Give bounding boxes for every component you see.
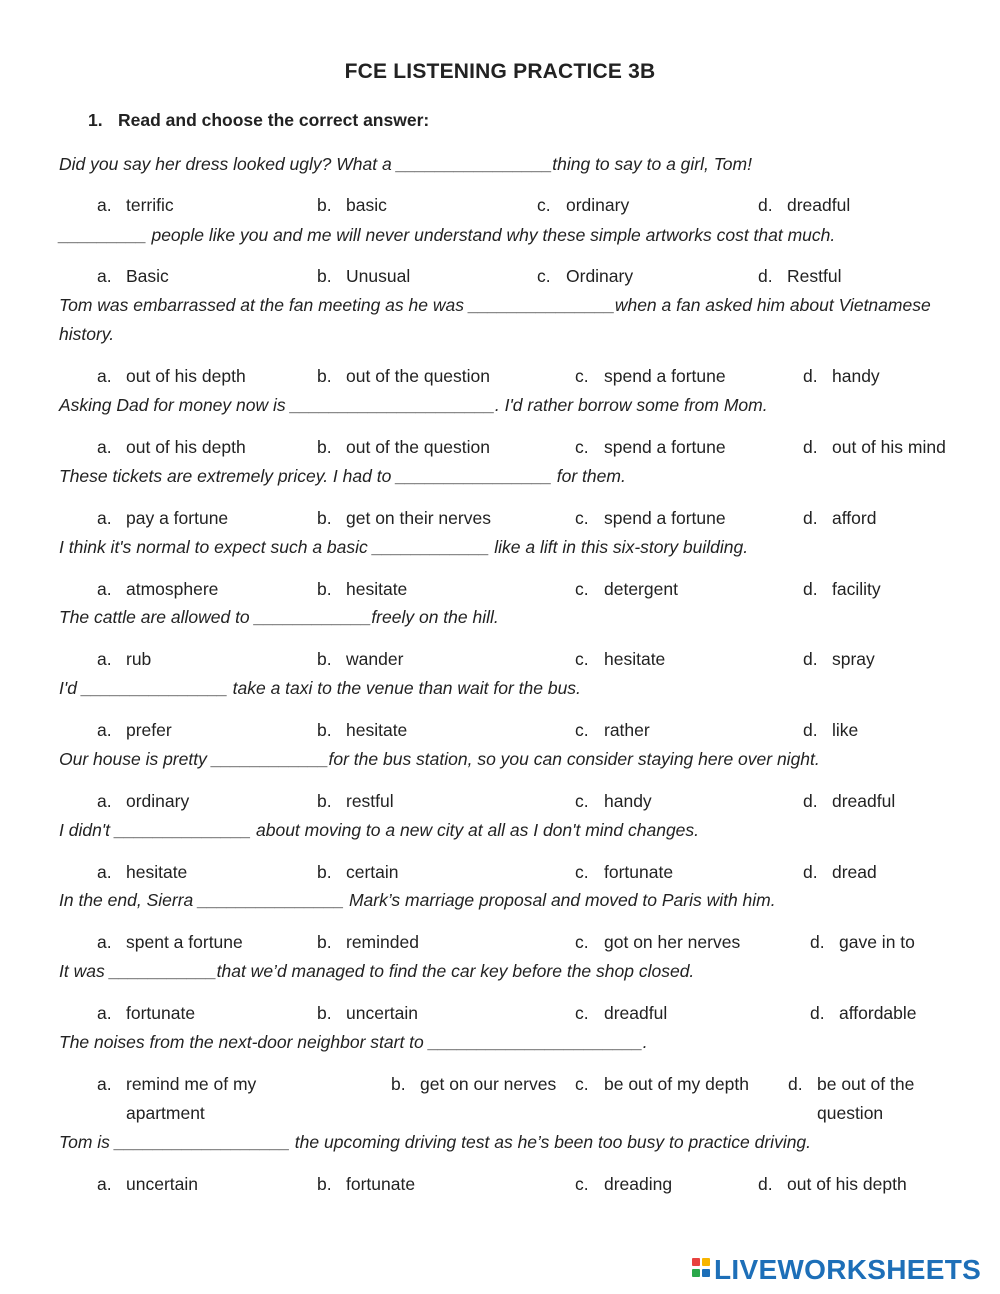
- option-letter: b.: [317, 195, 332, 215]
- option-text: Basic: [126, 266, 169, 286]
- option-text: fortunate: [346, 1174, 416, 1194]
- option-letter: a.: [97, 1003, 112, 1023]
- option-text: atmosphere: [126, 579, 219, 599]
- option-text: spend a fortune: [604, 508, 726, 528]
- option-letter: b.: [317, 932, 332, 952]
- option-letter: d.: [803, 508, 818, 528]
- option-letter: d.: [803, 862, 818, 882]
- instruction-number: 1.: [88, 110, 103, 130]
- question-text: These tickets are extremely pricey. I had to ________________ for them.: [59, 466, 626, 486]
- option-text: detergent: [604, 579, 678, 599]
- option-letter: a.: [97, 508, 112, 528]
- option-letter: b.: [317, 1174, 332, 1194]
- option-letter: c.: [575, 932, 589, 952]
- option-text: out of the question: [346, 366, 490, 386]
- option-text: spend a fortune: [604, 437, 726, 457]
- option-letter: d.: [803, 720, 818, 740]
- option-text: spray: [832, 649, 875, 669]
- option-letter: a.: [97, 862, 112, 882]
- option-letter: c.: [575, 1174, 589, 1194]
- option-text: handy: [604, 791, 652, 811]
- option-letter: a.: [97, 1074, 112, 1094]
- option-letter: c.: [575, 720, 589, 740]
- option-letter: b.: [317, 266, 332, 286]
- option-letter: b.: [317, 437, 332, 457]
- option-text: out of his depth: [126, 366, 246, 386]
- option-text: fortunate: [604, 862, 674, 882]
- option-letter: d.: [810, 932, 825, 952]
- option-letter: c.: [575, 579, 589, 599]
- option-letter: b.: [317, 1003, 332, 1023]
- option-text: ordinary: [566, 195, 630, 215]
- option-text: hesitate: [604, 649, 666, 669]
- option-text: spent a fortune: [126, 932, 243, 952]
- question-text: _________ people like you and me will never understand why these simple artworks cost that much.: [59, 225, 836, 245]
- option-text: remind me of my apartment: [126, 1074, 257, 1123]
- option-letter: a.: [97, 266, 112, 286]
- question-text: Our house is pretty ____________for the bus station, so you can consider staying here over night.: [59, 749, 820, 769]
- option-text: spend a fortune: [604, 366, 726, 386]
- instruction: [88, 110, 429, 131]
- option-letter: c.: [575, 437, 589, 457]
- option-text: dreadful: [787, 195, 851, 215]
- option-text: ordinary: [126, 791, 190, 811]
- option-text: uncertain: [346, 1003, 418, 1023]
- option-text: certain: [346, 862, 399, 882]
- option-text: facility: [832, 579, 881, 599]
- option-text: hesitate: [126, 862, 188, 882]
- option-text: pay a fortune: [126, 508, 229, 528]
- option-letter: b.: [391, 1074, 406, 1094]
- option-text: Unusual: [346, 266, 411, 286]
- question-text: I think it's normal to expect such a basic ____________ like a lift in this six-story building.: [59, 537, 749, 557]
- option-text: out of his depth: [787, 1174, 907, 1194]
- option-text: be out of my depth: [604, 1074, 749, 1094]
- option-letter: b.: [317, 508, 332, 528]
- option-text: dreadful: [604, 1003, 668, 1023]
- option-letter: a.: [97, 195, 112, 215]
- option-text: be out of the question: [817, 1074, 915, 1123]
- question-text: The cattle are allowed to ____________freely on the hill.: [59, 607, 499, 627]
- question-text: Asking Dad for money now is _____________________. I'd rather borrow some from Mom.: [59, 395, 768, 415]
- question-text: Tom is __________________ the upcoming driving test as he’s been too busy to practice driving.: [59, 1132, 812, 1152]
- option-letter: b.: [317, 649, 332, 669]
- option-letter: c.: [575, 508, 589, 528]
- option-letter: d.: [758, 1174, 773, 1194]
- option-letter: c.: [575, 366, 589, 386]
- option-letter: a.: [97, 932, 112, 952]
- option-letter: b.: [317, 366, 332, 386]
- option-letter: a.: [97, 579, 112, 599]
- option-text: out of the question: [346, 437, 490, 457]
- option-letter: d.: [758, 195, 773, 215]
- option-letter: c.: [537, 195, 551, 215]
- option-text: dread: [832, 862, 877, 882]
- option-letter: a.: [97, 437, 112, 457]
- option-letter: a.: [97, 366, 112, 386]
- option-letter: d.: [803, 791, 818, 811]
- option-text: fortunate: [126, 1003, 196, 1023]
- option-letter: d.: [803, 366, 818, 386]
- option-letter: b.: [317, 862, 332, 882]
- option-text: reminded: [346, 932, 419, 952]
- option-text: out of his depth: [126, 437, 246, 457]
- option-text: affordable: [839, 1003, 917, 1023]
- question-text: I'd _______________ take a taxi to the venue than wait for the bus.: [59, 678, 581, 698]
- option-text: like: [832, 720, 859, 740]
- instruction-text: Read and choose the correct answer:: [118, 110, 430, 130]
- question-text: Did you say her dress looked ugly? What a ________________thing to say to a girl, Tom!: [59, 154, 752, 174]
- option-text: rub: [126, 649, 152, 669]
- option-text: get on our nerves: [420, 1074, 557, 1094]
- option-letter: c.: [575, 791, 589, 811]
- option-text: gave in to: [839, 932, 915, 952]
- option-letter: d.: [758, 266, 773, 286]
- option-letter: d.: [810, 1003, 825, 1023]
- option-letter: c.: [575, 862, 589, 882]
- option-text: afford: [832, 508, 877, 528]
- option-letter: c.: [537, 266, 551, 286]
- option-letter: b.: [317, 579, 332, 599]
- question-text: In the end, Sierra _______________ Mark’s marriage proposal and moved to Paris with him.: [59, 890, 776, 910]
- option-letter: d.: [788, 1074, 803, 1094]
- option-letter: a.: [97, 1174, 112, 1194]
- option-letter: d.: [803, 437, 818, 457]
- option-text: wander: [346, 649, 404, 669]
- option-letter: b.: [317, 791, 332, 811]
- option-text: get on their nerves: [346, 508, 491, 528]
- logo-badge-icon: [692, 1258, 712, 1280]
- option-text: rather: [604, 720, 650, 740]
- option-letter: a.: [97, 720, 112, 740]
- option-text: Restful: [787, 266, 842, 286]
- option-text: hesitate: [346, 720, 408, 740]
- option-text: dreading: [604, 1174, 673, 1194]
- option-letter: c.: [575, 649, 589, 669]
- question-text: Tom was embarrassed at the fan meeting as he was _______________when a fan asked him about Vietnamese history.: [59, 295, 931, 344]
- option-letter: a.: [97, 649, 112, 669]
- question-text: I didn't ______________ about moving to a new city at all as I don't mind changes.: [59, 820, 700, 840]
- option-text: Ordinary: [566, 266, 634, 286]
- option-letter: d.: [803, 579, 818, 599]
- option-letter: b.: [317, 720, 332, 740]
- option-text: hesitate: [346, 579, 408, 599]
- logo-text: LIVEWORKSHEETS: [714, 1254, 982, 1285]
- option-text: basic: [346, 195, 387, 215]
- question-text: The noises from the next-door neighbor start to ______________________.: [59, 1032, 648, 1052]
- option-letter: c.: [575, 1074, 589, 1094]
- option-text: terrific: [126, 195, 174, 215]
- option-text: out of his mind: [832, 437, 946, 457]
- option-letter: d.: [803, 649, 818, 669]
- option-text: restful: [346, 791, 394, 811]
- question-text: It was ___________that we’d managed to find the car key before the shop closed.: [59, 961, 695, 981]
- page-title: FCE LISTENING PRACTICE 3B: [344, 60, 656, 83]
- option-text: got on her nerves: [604, 932, 741, 952]
- option-text: uncertain: [126, 1174, 198, 1194]
- option-text: prefer: [126, 720, 172, 740]
- option-letter: a.: [97, 791, 112, 811]
- option-text: dreadful: [832, 791, 896, 811]
- option-text: handy: [832, 366, 880, 386]
- option-letter: c.: [575, 1003, 589, 1023]
